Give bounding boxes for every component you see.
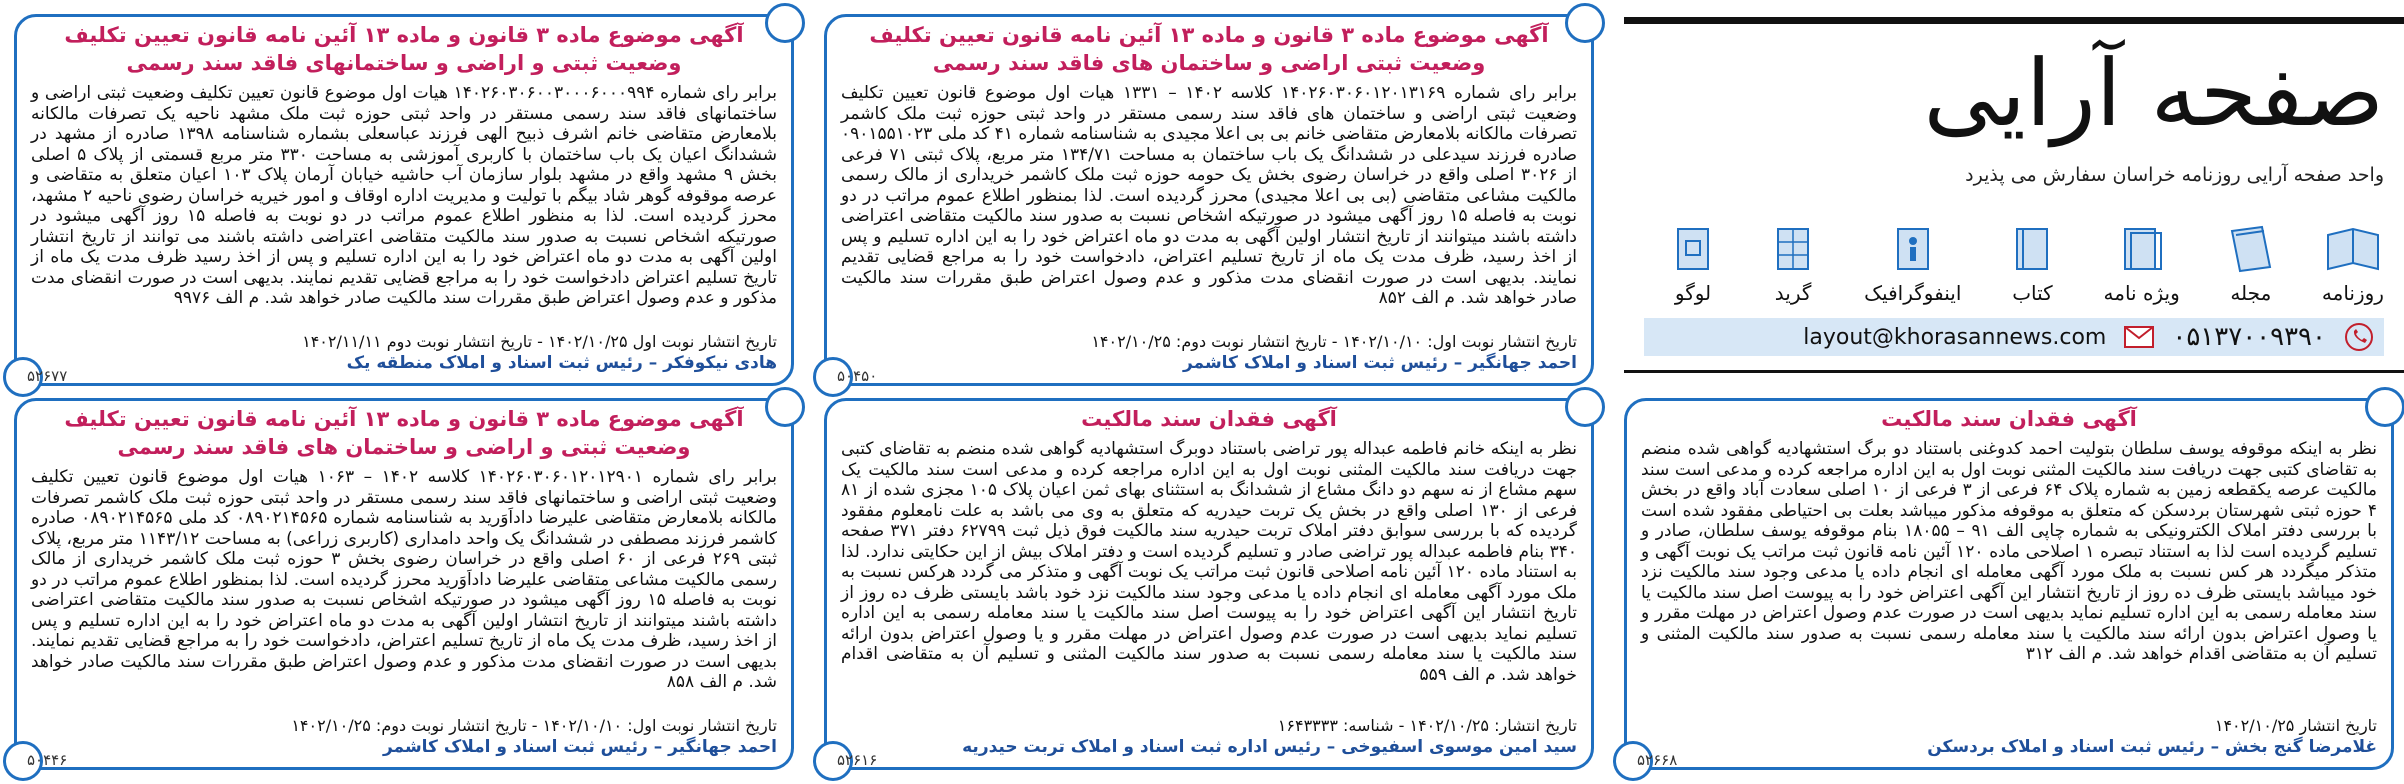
- ad-dates: تاریخ انتشار: ۱۴۰۲/۱۰/۲۵ - شناسه: ۱۶۴۳۳۳۳: [1277, 716, 1577, 735]
- corner-ornament: [2365, 387, 2404, 427]
- ad-box-top-center: [824, 14, 1594, 386]
- category-label: اینفوگرافیک: [1864, 281, 1962, 305]
- top-rule: [1624, 17, 2404, 24]
- ad-signature: سید امین موسوی اسفیوخی – رئیس اداره ثبت اسناد و املاک تربت حیدریه: [962, 737, 1577, 757]
- corner-ornament: [1565, 3, 1605, 43]
- ad-footer: [1641, 716, 2377, 757]
- contact-email[interactable]: layout@khorasannews.com: [1803, 324, 2107, 350]
- ad-footer: [841, 716, 1577, 757]
- ad-title: آگهی موضوع ماده ۳ قانون و ماده ۱۳ آئین نامه قانون تعیین تکلیف وضعیت ثبتی اراضی و ساختمان های فاقد سند رسمی: [869, 23, 1549, 75]
- ad-signature: احمد جهانگیر – رئیس ثبت اسناد و املاک کاشمر: [382, 737, 777, 757]
- category-grid: [1764, 225, 1822, 305]
- category-infographic: [1864, 225, 1961, 305]
- contact-bar: [1644, 318, 2384, 356]
- corner-ornament: [765, 3, 805, 43]
- ad-dates: تاریخ انتشار نوبت اول: ۱۴۰۲/۱۰/۱۰ - تاریخ انتشار نوبت دوم: ۱۴۰۲/۱۰/۲۵: [291, 716, 777, 735]
- ad-code: ۵۲۶۷۷: [27, 367, 68, 385]
- category-label: مجله: [2230, 281, 2272, 305]
- ad-body: نظر به اینکه موقوفه یوسف سلطان بتولیت احمد کدوغنی باستناد دو برگ استشهادیه گواهی شده منضم به تقاضای کتبی جهت دریافت سند مالکیت المثنی نوبت اول به این اداره مراجعه کرده و مدعی است سند مالکیت عرصه یکقطعه زمین به شماره پلاک ۶۴ فرعی از ۳ فرعی از ۱۰ اصلی سعادت آباد واقع در بخش ۴ حوزه ثبتی شهرستان بردسکن که متعلق به موقوفه مذکور میباشد بعلت بی احتیاطی مفقود شده است با بررسی دفتر املاک الکترونیکی به شماره چاپی الف ۹۱ – ۱۸۰۵۵ بنام موقوفه یوسف سلطان، صادر و تسلیم گردیده است لذا به استناد تبصره ۱ اصلاحی ماده ۱۲۰ آئین نامه قانون ثبت مراتب یک نوبت آگهی و متذکر میگردد هر کس نسبت به ملک مورد آگهی معامله ای انجام داده یا مدعی وجود سند مالکیت نزد خود میباشد بایستی ظرف ده روز از تاریخ انتشار این آگهی اعتراض خود را به پیوست اصل سند مالکیت یا سند معامله رسمی به این اداره تسلیم نماید بدیهی است در صورت عدم وصول اعتراض در مهلت مقرر و یا وصول اعتراض بدون ارائه سند مالکیت یا سند معامله رسمی نسبت به صدور سند مالکیت المثنی و تسلیم آن به متقاضی اقدام خواهد شد. م الف ۳۱۲: [1641, 439, 2377, 664]
- promo-title: صفحه آرایی: [1923, 40, 2384, 147]
- ad-body: برابر رای شماره ۱۴۰۲۶۰۳۰۶۰۰۳۰۰۰۶۰۰۰۹۹۴ هیات اول موضوع قانون تعیین تکلیف وضعیت ثبتی اراضی و ساختمانهای فاقد سند رسمی مستقر در واحد ثبتی حوزه ثبت ملک مشهد ناحیه یک تصرفات مالکانه بلامعارض متقاضی خانم اشرف ذبیح الهی فرزند عباسعلی بشماره شناسنامه ۱۳۹۸ صادره از مشهد در ششدانگ اعیان یک باب ساختمان با کاربری آموزشی به مساحت ۳۳۰ متر مربع قسمتی از پلاک ۵ اصلی بخش ۹ مشهد واقع در مشهد بلوار سازمان آب حاشیه خیابان آرمان پلاک ۱۰۳ اعیان متعلق به متقاضی و عرصه موقوفه گوهر شاد بیگم با تولیت و مدیریت اداره اوقاف و امور خیریه خراسان رضوی ناحیه ۲ مشهد، محرز گردیده است. لذا به منظور اطلاع عموم مراتب در دو نوبت به فاصله ۱۵ روز آگهی میشود در صورتیکه اشخاص نسبت به صدور سند مالکیت متقاضی اعتراضی داشته باشند می توانند از تاریخ انتشار اولین آگهی به مدت دو ماه اعتراض خود را به این اداره تسلیم و پس از اخذ رسید ظرف مدت یک ماه از تاریخ تسلیم اعتراض دادخواست خود را به مراجع قضایی تقدیم نمایند. بدیهی است در صورت انقضای مدت مذکور و عدم وصول اعتراض طبق مقررات سند مالکیت صادر خواهد شد. م الف ۹۹۷۶: [31, 83, 778, 308]
- mail-icon: [2124, 326, 2154, 348]
- ad-code: ۵۲۶۶۸: [1637, 751, 1678, 769]
- category-label: ویژه نامه: [2103, 281, 2180, 305]
- ad-box-bottom-left: [14, 398, 794, 770]
- ad-signature: احمد جهانگیر – رئیس ثبت اسناد و املاک کاشمر: [1182, 353, 1577, 373]
- ad-footer: [841, 332, 1577, 373]
- ad-code: ۵۰۴۴۶: [27, 751, 68, 769]
- ad-dates: تاریخ انتشار نوبت اول: ۱۴۰۲/۱۰/۱۰ - تاریخ انتشار نوبت دوم: ۱۴۰۲/۱۰/۲۵: [1091, 332, 1577, 351]
- magazine-icon: [2222, 225, 2280, 273]
- phone-icon: [2344, 322, 2374, 352]
- layout-promo-panel: [1624, 0, 2404, 386]
- ad-body: برابر رای شماره ۱۴۰۲۶۰۳۰۶۰۱۲۰۱۲۹۰۱ کلاسه ۱۴۰۲ – ۱۰۶۳ هیات اول موضوع قانون تعیین تکلیف وضعیت ثبتی اراضی و ساختمانهای فاقد سند رسمی مستقر در واحد ثبتی حوزه ثبت ملک کاشمر تصرفات مالکانه بلامعارض متقاضی علیرضا داداَوَرید به شناسنامه شماره ۰۸۹۰۲۱۴۵۶۵ کد ملی ۰۸۹۰۲۱۴۵۶۵ صادره کاشمر فرزند مصطفی در ششدانگ یک واحد دامداری (کاربری زراعی) به مساحت ۱۱۴۳/۱۲ متر مربع، پلاک ثبتی ۲۶۹ فرعی از ۶۰ اصلی واقع در خراسان رضوی بخش ۳ حوزه ثبت ملک کاشمر خریداری از مالک رسمی مالکیت مشاعی متقاضی علیرضا داداَوَرید محرز گردیده است. لذا بمنظور اطلاع عموم مراتب در دو نوبت به فاصله ۱۵ روز آگهی میشود در صورتیکه اشخاص نسبت به صدور سند مالکیت متقاضی اعتراضی داشته باشند میتوانند از تاریخ انتشار اولین آگهی به مدت دو ماه اعتراض خود را به این اداره تسلیم و پس از اخذ رسید، ظرف مدت یک ماه از تاریخ تسلیم اعتراض، دادخواست خود را به مراجع قضایی تقدیم نمایند. بدیهی است در صورت انقضای مدت مذکور و عدم وصول اعتراض طبق مقررات سند مالکیت صادر خواهد شد. م الف ۸۵۸: [31, 467, 778, 692]
- category-label: لوگو: [1674, 281, 1712, 305]
- ad-title: آگهی فقدان سند مالکیت: [1081, 407, 1337, 431]
- promo-subtitle: واحد صفحه آرایی روزنامه خراسان سفارش می پذیرد: [1965, 164, 2384, 186]
- special-issue-icon: [2113, 225, 2171, 273]
- infographic-icon: [1884, 225, 1942, 273]
- category-label: کتاب: [2012, 281, 2053, 305]
- ad-footer: [31, 332, 777, 373]
- category-logo: [1664, 225, 1722, 305]
- category-newspaper: [2322, 225, 2384, 305]
- corner-ornament: [1565, 387, 1605, 427]
- ad-box-bottom-right: [1624, 398, 2394, 770]
- service-categories: [1664, 205, 2384, 305]
- ad-code: ۵۰۴۵۰: [837, 367, 878, 385]
- ad-title: آگهی موضوع ماده ۳ قانون و ماده ۱۳ آئین نامه قانون تعیین تکلیف وضعیت ثبتی و اراضی و ساختمانهای فاقد سند رسمی: [64, 23, 744, 75]
- ad-dates: تاریخ انتشار نوبت اول ۱۴۰۲/۱۰/۲۵ - تاریخ انتشار نوبت دوم ۱۴۰۲/۱۱/۱۱: [302, 332, 777, 351]
- ad-body: برابر رای شماره ۱۴۰۲۶۰۳۰۶۰۱۲۰۱۳۱۶۹ کلاسه ۱۴۰۲ – ۱۳۳۱ هیات اول موضوع قانون تعیین تکلیف وضعیت ثبتی اراضی و ساختمان های فاقد سند رسمی مستقر در واحد ثبتی حوزه ثبت ملک کاشمر تصرفات مالکانه بلامعارض متقاضی خانم بی بی اعلا مجیدی به شناسنامه شماره ۴۱ کد ملی ۰۹۰۱۵۵۱۰۲۳ صادره فرزند سیدعلی در ششدانگ یک باب ساختمان به مساحت ۱۳۴/۷۱ متر مربع، پلاک ثبتی ۷۱ فرعی از ۳۰۲۶ اصلی واقع در خراسان رضوی بخش یک حومه حوزه ثبت ملک کاشمر خریداری از مالک رسمی مالکیت مشاعی متقاضی (بی بی اعلا مجیدی) محرز گردیده است. لذا بمنظور اطلاع عموم مراتب در دو نوبت به فاصله ۱۵ روز آگهی میشود در صورتیکه اشخاص نسبت به صدور سند مالکیت متقاضی اعتراضی داشته باشند میتوانند از تاریخ انتشار اولین آگهی به مدت دو ماه اعتراض خود را به این اداره تسلیم و پس از اخذ رسید، ظرف مدت یک ماه از تاریخ تسلیم اعتراض، دادخواست خود را به مراجع قضایی تقدیم نمایند. بدیهی است در صورت انقضای مدت مذکور و عدم وصول اعتراض طبق مقررات سند مالکیت صادر خواهد شد. م الف ۸۵۲: [841, 83, 1578, 308]
- contact-phone[interactable]: ۰۵۱۳۷۰۰۹۳۹۰: [2172, 322, 2326, 352]
- bottom-rule: [1624, 370, 2404, 373]
- corner-ornament: [765, 387, 805, 427]
- grid-icon: [1764, 225, 1822, 273]
- ad-box-top-left: [14, 14, 794, 386]
- category-label: روزنامه: [2321, 281, 2384, 305]
- logo-icon: [1664, 225, 1722, 273]
- ad-code: ۵۲۶۱۶: [837, 751, 878, 769]
- category-book: [2003, 225, 2061, 305]
- ad-signature: غلامرضا گنج بخش – رئیس ثبت اسناد و املاک بردسکن: [1927, 737, 2377, 757]
- ad-dates: تاریخ انتشار ۱۴۰۲/۱۰/۲۵: [2214, 716, 2377, 735]
- category-label: گرید: [1774, 281, 1812, 305]
- ad-title: آگهی موضوع ماده ۳ قانون و ماده ۱۳ آئین نامه قانون تعیین تکلیف وضعیت ثبتی و اراضی و ساختمان های فاقد سند رسمی: [64, 407, 744, 459]
- category-special-issue: [2104, 225, 2180, 305]
- ad-title: آگهی فقدان سند مالکیت: [1881, 407, 2137, 431]
- ad-box-bottom-center: [824, 398, 1594, 770]
- category-magazine: [2222, 225, 2280, 305]
- ad-body: نظر به اینکه خانم فاطمه عبداله پور تراضی باستناد دوبرگ استشهادیه گواهی شده منضم به تقاضای کتبی جهت دریافت سند مالکیت المثنی نوبت اول به این اداره مراجعه کرده و مدعی است سند مالکیت یک سهم مشاع از نه سهم دو دانگ مشاع از ششدانگ به استثنای بهای ثمن اعیان پلاک ۱۰۵ مجزی شده از ۸۱ فرعی از ۱۳۰ اصلی واقع در بخش یک تربت حیدریه که متعلق به وی می باشد به علت نامعلوم مفقود گردیده که با بررسی سوابق دفتر املاک تربت حیدریه سند مالکیت فوق ذیل ثبت ۶۲۷۹۹ دفتر ۳۷۱ صفحه ۳۴۰ بنام فاطمه عبداله پور تراضی صادر و تسلیم گردیده است و دفتر املاک بیش از این حکایتی ندارد. لذا به استناد ماده ۱۲۰ آئین نامه اصلاحی قانون ثبت مراتب یک نوبت آگهی و متذکر می گردد هرکس نسبت به ملک مورد آگهی معامله ای انجام داده یا مدعی وجود سند مالکیت نزد خود باشد بایستی ظرف ده روز از تاریخ انتشار این آگهی اعتراض خود را به پیوست اصل سند مالکیت یا سند معامله رسمی به این اداره تسلیم نماید بدیهی است در صورت عدم وصول اعتراض در مهلت مقرر و یا وصول اعتراض بدون ارائه سند مالکیت یا سند معامله رسمی نسبت به صدور سند مالکیت المثنی و تسلیم آن به متقاضی اقدام خواهد شد. م الف ۵۵۹: [841, 439, 1577, 685]
- ad-signature: هادی نیکوفکر – رئیس ثبت اسناد و املاک منطقه یک: [346, 353, 777, 373]
- ad-footer: [31, 716, 777, 757]
- book-icon: [2003, 225, 2061, 273]
- newspaper-icon: [2324, 225, 2382, 273]
